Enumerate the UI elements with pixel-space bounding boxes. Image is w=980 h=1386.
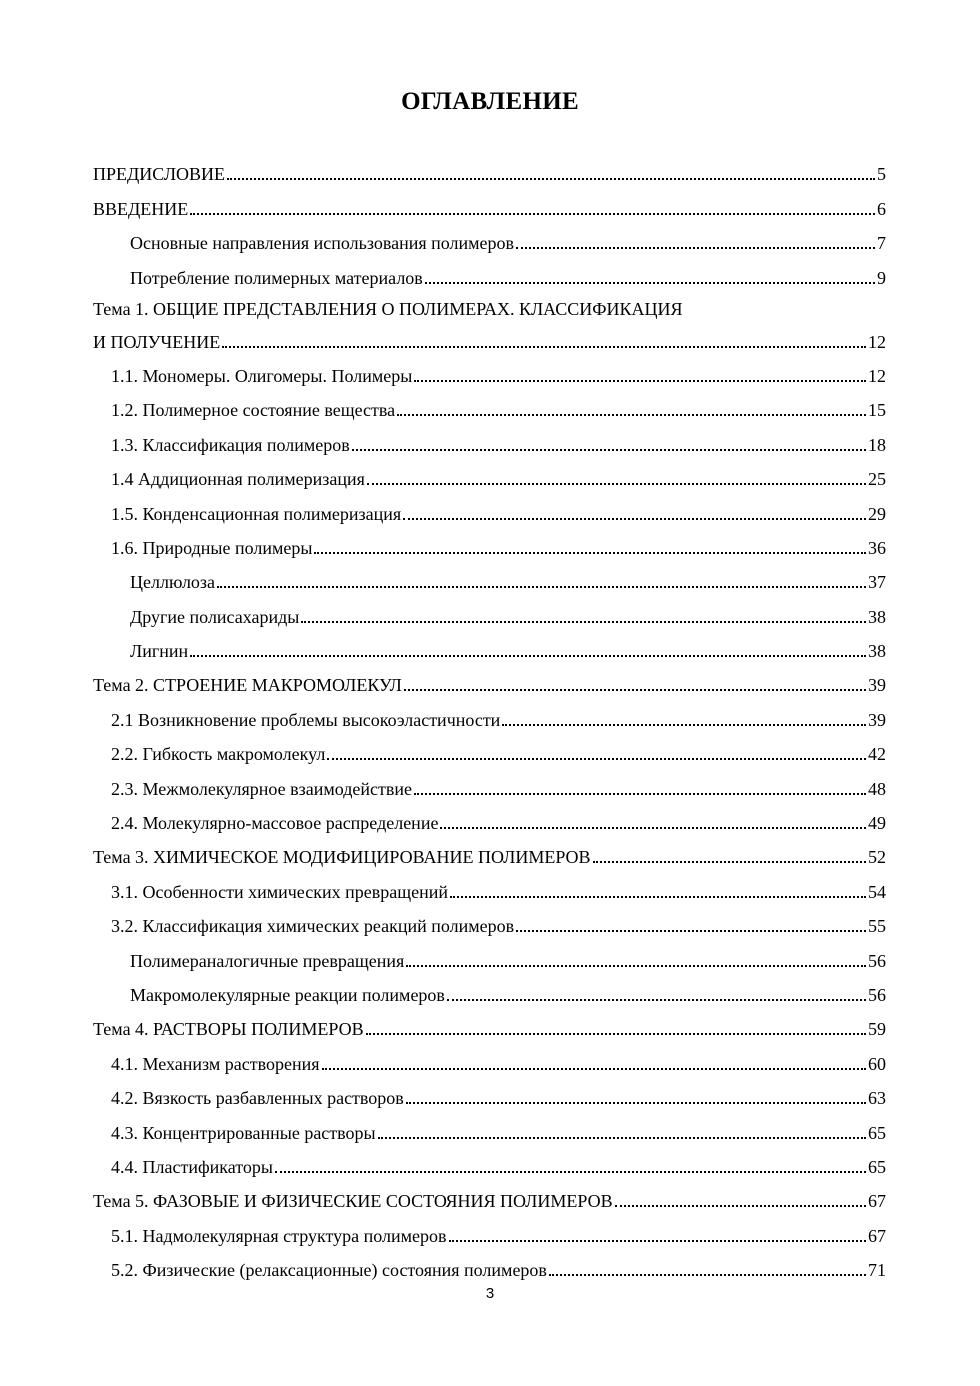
dot-leader [449, 1240, 867, 1242]
toc-entry[interactable] [93, 699, 886, 733]
toc-entry[interactable] [93, 1112, 886, 1146]
toc-page-number: 18 [868, 434, 886, 455]
toc-page-number: 52 [868, 847, 886, 868]
toc-page-number: 65 [868, 1156, 886, 1177]
toc-entry[interactable] [93, 1147, 886, 1181]
toc-entry[interactable] [93, 940, 886, 974]
toc-entry-title: Макромолекулярные реакции полимеров [130, 984, 445, 1005]
toc-entry[interactable] [93, 631, 886, 665]
toc-page-number: 6 [877, 198, 886, 219]
dot-leader [217, 586, 866, 588]
footer-page-number: 3 [485, 1285, 495, 1302]
toc-entry-title: Тема 4. РАСТВОРЫ ПОЛИМЕРОВ [93, 1019, 364, 1040]
toc-entry-title: Тема 3. ХИМИЧЕСКОЕ МОДИФИЦИРОВАНИЕ ПОЛИМЕРОВ [93, 847, 591, 868]
toc-entry[interactable] [93, 1078, 886, 1112]
toc-entry[interactable] [93, 528, 886, 562]
toc-entry-title: 1.4 Аддиционная полимеризация [111, 469, 365, 490]
toc-entry[interactable] [93, 1215, 886, 1249]
dot-leader [404, 689, 866, 691]
toc-page-number: 71 [868, 1260, 886, 1281]
toc-page-number: 67 [868, 1225, 886, 1246]
toc-page-number: 36 [868, 537, 886, 558]
toc-entry[interactable] [93, 459, 886, 493]
toc-entry-title: 5.1. Надмолекулярная структура полимеров [111, 1225, 447, 1246]
toc-entry-title: 5.2. Физические (релаксационные) состояния полимеров [111, 1260, 547, 1281]
dot-leader [378, 1137, 866, 1139]
toc-entry[interactable] [93, 493, 886, 527]
toc-entry-title: Целлюлоза [130, 572, 216, 593]
toc-page-number: 59 [868, 1019, 886, 1040]
dot-leader [322, 1068, 866, 1070]
toc-entry-title: 1.6. Природные полимеры [111, 537, 313, 558]
toc-entry-title: Лигнин [130, 641, 189, 662]
toc-entry[interactable] [93, 837, 886, 871]
toc-entry[interactable] [93, 223, 886, 257]
toc-page-number: 5 [877, 164, 886, 185]
toc-page-number: 39 [868, 675, 886, 696]
toc-page-number: 56 [868, 950, 886, 971]
toc-entry[interactable] [93, 424, 886, 458]
page-title: ОГЛАВЛЕНИЕ [401, 88, 579, 115]
toc-page-number: 12 [868, 331, 886, 352]
dot-leader [615, 1205, 866, 1207]
dot-leader [414, 380, 866, 382]
dot-leader [593, 861, 866, 863]
toc-page-number: 42 [868, 744, 886, 765]
toc-entry[interactable] [93, 803, 886, 837]
toc-entry[interactable] [93, 188, 886, 222]
toc-entry[interactable] [93, 871, 886, 905]
toc-entry-title: 3.1. Особенности химических превращений [111, 881, 448, 902]
toc-entry-title: 1.2. Полимерное состояние вещества [111, 400, 396, 421]
toc-page-number: 63 [868, 1088, 886, 1109]
dot-leader [502, 724, 866, 726]
toc-page-number: 56 [868, 984, 886, 1005]
dot-leader [516, 247, 875, 249]
dot-leader [222, 346, 866, 348]
dot-leader [275, 1171, 866, 1173]
toc-page-number: 38 [868, 641, 886, 662]
dot-leader [516, 930, 866, 932]
toc-entry[interactable] [93, 1009, 886, 1043]
toc-page-number: 48 [868, 778, 886, 799]
dot-leader [440, 827, 866, 829]
dot-leader [301, 621, 866, 623]
toc-entry-title: Потребление полимерных материалов [130, 267, 423, 288]
toc-entry[interactable] [93, 975, 886, 1009]
toc-entry-title: Другие полисахариды [130, 606, 300, 627]
table-of-contents [93, 154, 886, 1284]
toc-entry[interactable] [93, 1250, 886, 1284]
toc-page-number: 49 [868, 813, 886, 834]
dot-leader [403, 518, 866, 520]
dot-leader [366, 1033, 866, 1035]
toc-page-number: 67 [868, 1191, 886, 1212]
dot-leader [190, 213, 875, 215]
toc-entry[interactable] [93, 768, 886, 802]
dot-leader [327, 758, 866, 760]
dot-leader [352, 449, 866, 451]
toc-entry[interactable] [93, 596, 886, 630]
toc-entry[interactable] [93, 1043, 886, 1077]
toc-page-number: 60 [868, 1053, 886, 1074]
dot-leader [190, 655, 866, 657]
toc-entry-title: 1.5. Конденсационная полимеризация [111, 503, 402, 524]
toc-entry[interactable] [93, 390, 886, 424]
toc-page-number: 25 [868, 469, 886, 490]
toc-page-number: 15 [868, 400, 886, 421]
toc-page-number: 12 [868, 365, 886, 386]
toc-entry-title: Тема 2. СТРОЕНИЕ МАКРОМОЛЕКУЛ [93, 675, 402, 696]
dot-leader [406, 1102, 866, 1104]
toc-entry[interactable] [93, 1181, 886, 1215]
toc-entry[interactable] [93, 356, 886, 390]
dot-leader [425, 282, 875, 284]
toc-page-number: 65 [868, 1122, 886, 1143]
toc-entry-title: 4.2. Вязкость разбавленных растворов [111, 1088, 404, 1109]
toc-entry-title: 4.4. Пластификаторы [111, 1156, 273, 1177]
toc-entry[interactable] [93, 665, 886, 699]
dot-leader [406, 965, 866, 967]
toc-page-number: 9 [877, 267, 886, 288]
dot-leader [227, 178, 875, 180]
toc-entry[interactable] [93, 154, 886, 188]
toc-entry-title: Полимераналогичные превращения [130, 950, 405, 971]
dot-leader [549, 1274, 866, 1276]
dot-leader [447, 999, 866, 1001]
toc-entry-title: 4.1. Механизм растворения [111, 1053, 320, 1074]
dot-leader [414, 793, 866, 795]
toc-entry[interactable] [93, 562, 886, 596]
dot-leader [450, 896, 866, 898]
toc-entry-title: ВВЕДЕНИЕ [93, 198, 189, 219]
toc-page-number: 38 [868, 606, 886, 627]
toc-entry[interactable] [93, 257, 886, 291]
toc-entry-title: 1.1. Мономеры. Олигомеры. Полимеры [111, 365, 413, 386]
toc-page-number: 39 [868, 709, 886, 730]
toc-entry[interactable] [93, 906, 886, 940]
toc-page-number: 37 [868, 572, 886, 593]
toc-entry-title-continued: И ПОЛУЧЕНИЕ [93, 331, 221, 352]
toc-entry-title: Тема 5. ФАЗОВЫЕ И ФИЗИЧЕСКИЕ СОСТОЯНИЯ ПОЛИМЕРОВ [93, 1191, 613, 1212]
toc-page-number: 29 [868, 503, 886, 524]
toc-entry[interactable] [93, 734, 886, 768]
toc-entry-title: Тема 1. ОБЩИЕ ПРЕДСТАВЛЕНИЯ О ПОЛИМЕРАХ. КЛАССИФИКАЦИЯ [93, 298, 683, 319]
toc-entry[interactable] [93, 292, 886, 356]
toc-entry-title: 2.1 Возникновение проблемы высокоэластичности [111, 709, 501, 730]
toc-entry-title: ПРЕДИСЛОВИЕ [93, 164, 226, 185]
dot-leader [314, 552, 866, 554]
toc-entry-title: 1.3. Классификация полимеров [111, 434, 350, 455]
toc-entry-title: Основные направления использования полимеров [130, 233, 515, 254]
toc-page-number: 54 [868, 881, 886, 902]
dot-leader [367, 483, 866, 485]
dot-leader [397, 414, 866, 416]
toc-page-number: 55 [868, 916, 886, 937]
toc-entry-title: 3.2. Классификация химических реакций полимеров [111, 916, 515, 937]
toc-entry-title: 2.2. Гибкость макромолекул [111, 744, 326, 765]
toc-page-number: 7 [877, 233, 886, 254]
toc-entry-title: 2.3. Межмолекулярное взаимодействие [111, 778, 412, 799]
toc-entry-title: 2.4. Молекулярно-массовое распределение [111, 813, 439, 834]
toc-entry-title: 4.3. Концентрированные растворы [111, 1122, 376, 1143]
